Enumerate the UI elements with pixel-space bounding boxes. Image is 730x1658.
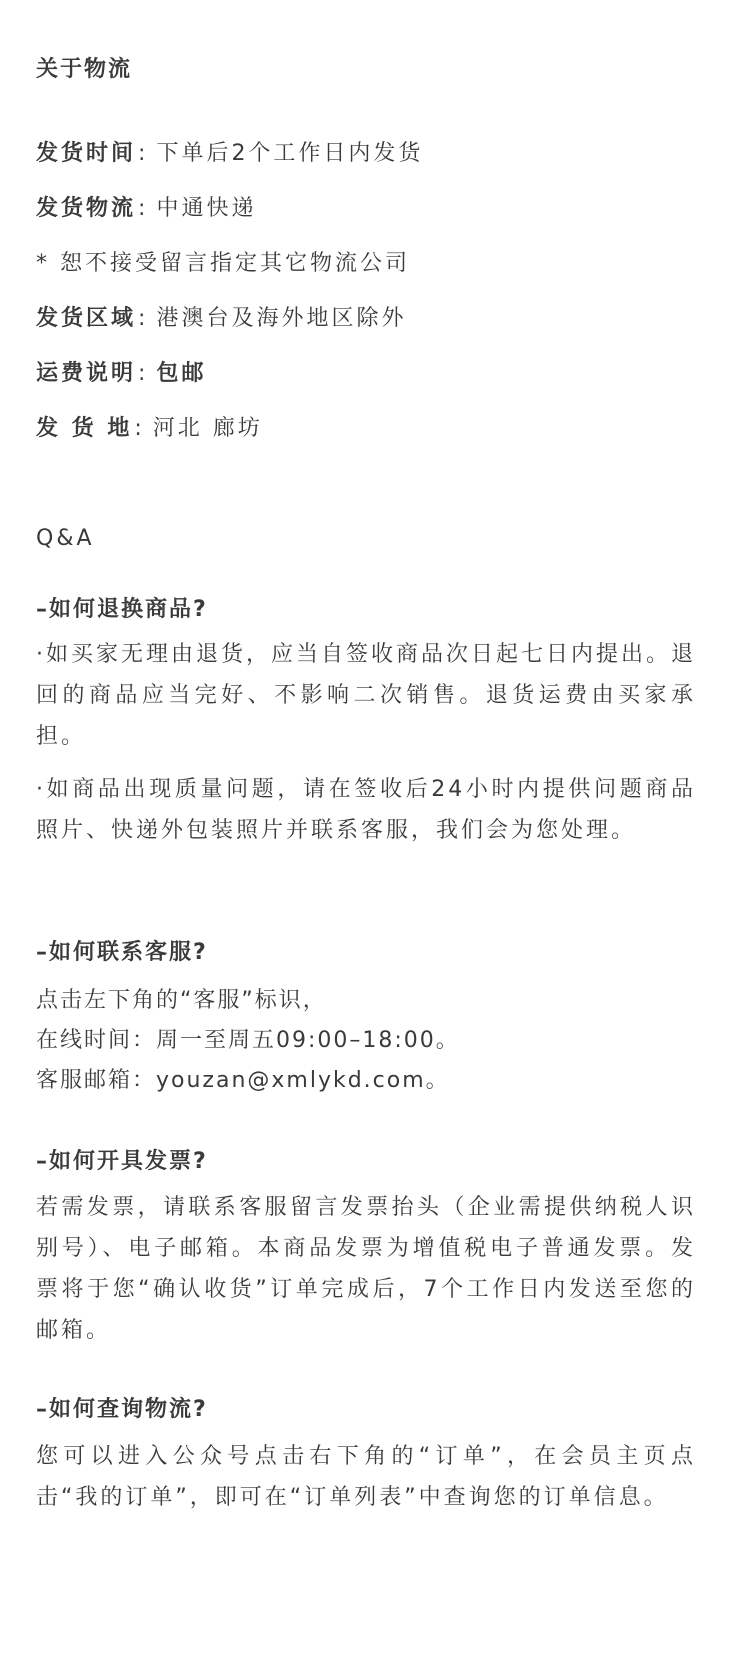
question-tracking-title: –如何查询物流?	[36, 1397, 208, 1422]
ship-carrier-label: 发货物流	[36, 196, 137, 221]
shipping-fee-row	[36, 356, 206, 387]
ship-origin-sep: :	[134, 416, 145, 441]
ship-origin-value: 河北 廊坊	[152, 416, 263, 441]
question-invoice-title: –如何开具发票?	[36, 1149, 208, 1174]
ship-origin-label: 发 货 地	[36, 416, 133, 441]
shipping-fee-label: 运费说明	[36, 361, 137, 386]
quality-issue-paragraph: ·如商品出现质量问题，请在签收后24小时内提供问题商品照片、快递外包装照片并联系客服，我们会为您处理。	[36, 777, 696, 843]
question-contact-title: –如何联系客服?	[36, 940, 208, 965]
ship-time-value: 下单后2个工作日内发货	[156, 141, 424, 166]
return-policy-paragraph: ·如买家无理由退货，应当自签收商品次日起七日内提出。退回的商品应当完好、不影响二次销售。退货运费由买家承担。	[36, 642, 696, 749]
shipping-fee-value: 包邮	[156, 361, 207, 386]
ship-origin-row	[36, 411, 263, 442]
tracking-paragraph: 您可以进入公众号点击右下角的“订单”，在会员主页点击“我的订单”，即可在“订单列表”中查询您的订单信息。	[36, 1444, 696, 1510]
contact-line-service: 点击左下角的“客服”标识，	[36, 988, 327, 1013]
invoice-paragraph: 若需发票，请联系客服留言发票抬头（企业需提供纳税人识别号）、电子邮箱。本商品发票为增值税电子普通发票。发票将于您“确认收货”订单完成后，7个工作日内发送至您的邮箱。	[36, 1195, 696, 1343]
ship-region-value: 港澳台及海外地区除外	[156, 306, 407, 331]
ship-region-sep: :	[138, 306, 149, 331]
contact-line-email: 客服邮箱：youzan@xmlykd.com。	[36, 1068, 450, 1093]
ship-region-label: 发货区域	[36, 306, 137, 331]
carrier-note-row	[36, 246, 410, 277]
qa-section-title: Q&A	[36, 526, 95, 551]
shipping-fee-sep: :	[138, 361, 149, 386]
question-return-title: –如何退换商品?	[36, 597, 208, 622]
contact-line-hours: 在线时间：周一至周五09:00–18:00。	[36, 1028, 460, 1053]
ship-region-row	[36, 301, 406, 332]
ship-carrier-sep: :	[138, 196, 149, 221]
ship-time-row	[36, 136, 423, 167]
ship-time-sep: :	[138, 141, 149, 166]
logistics-section-title: 关于物流	[36, 57, 133, 82]
carrier-note: * 恕不接受留言指定其它物流公司	[36, 251, 410, 276]
ship-time-label: 发货时间	[36, 141, 137, 166]
ship-carrier-value: 中通快递	[156, 196, 257, 221]
ship-carrier-row	[36, 191, 256, 222]
